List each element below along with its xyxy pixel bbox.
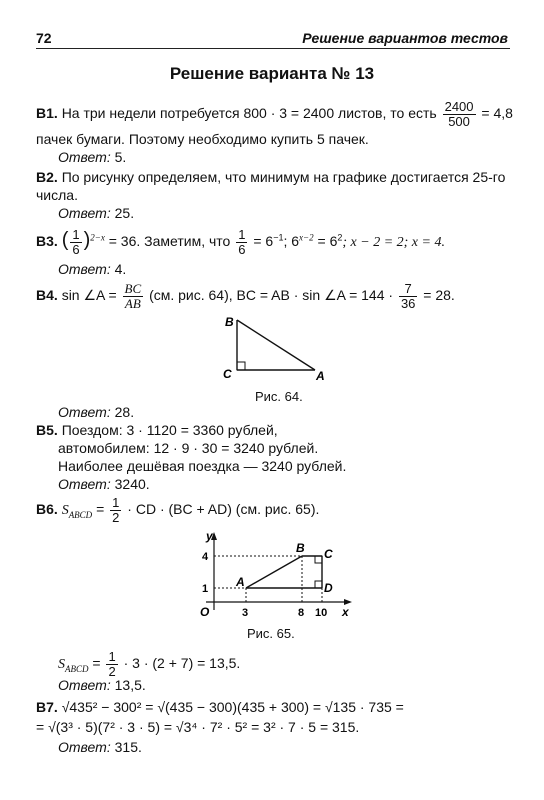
figure-65-caption: Рис. 65. [247, 626, 295, 641]
b1-label: В1. [36, 105, 58, 122]
x-tick-10: 10 [315, 607, 328, 619]
b2-answer-line [58, 204, 134, 222]
b3-line [36, 228, 445, 257]
b5-line2: автомобилем: 12 · 9 · 30 = 3240 рублей. [58, 440, 319, 456]
b3-base-den: 6 [72, 242, 80, 257]
b6-calc-frac-den: 2 [108, 664, 116, 679]
b4-answer: 28. [114, 404, 135, 420]
b1-answer-line [58, 148, 126, 166]
b6-label: В6. [36, 501, 58, 518]
right-angle-d [315, 581, 322, 588]
b7-label: В7. [36, 699, 58, 715]
running-title: Решение вариантов тестов [302, 30, 508, 46]
b7-line1 [36, 698, 404, 716]
right-angle-marker [237, 362, 245, 370]
b7-text1: √435² − 300² = √(435 − 300)(435 + 300) = √135 · 735 = [61, 699, 404, 715]
x-axis-label: x [342, 605, 349, 619]
page-number: 72 [36, 30, 52, 46]
triangle-side-ab [237, 320, 315, 370]
origin-label: O [200, 605, 210, 619]
b4-text3: = 28. [423, 287, 455, 304]
y-axis-label: y [206, 530, 213, 543]
b3-text2: = 6 [253, 233, 274, 250]
b4-text1: sin ∠A = [61, 287, 117, 304]
b1-frac-num: 2400 [444, 99, 474, 114]
answer-label: Ответ: [58, 404, 111, 420]
b6-calc-line [58, 650, 240, 679]
b4-fraction2 [399, 282, 417, 311]
b2-line1 [36, 168, 505, 186]
b1-text1: На три недели потребуется 800 · 3 = 2400 листов, то есть [61, 105, 437, 122]
b4-frac2-den: 36 [400, 296, 416, 311]
b7-answer: 315. [114, 739, 142, 755]
b3-frac-den: 6 [238, 242, 246, 257]
b6-line [36, 496, 319, 525]
b3-exponent: 2−x [90, 232, 105, 243]
header-rule [36, 48, 510, 49]
b6-calc-eq: = [92, 655, 101, 672]
b5-line1 [36, 421, 278, 439]
point-c: C [324, 547, 333, 561]
answer-label: Ответ: [58, 261, 111, 277]
point-a: A [236, 575, 245, 589]
b5-answer: 3240. [114, 476, 150, 492]
b3-answer-line [58, 260, 126, 278]
answer-label: Ответ: [58, 205, 111, 221]
b5-line3: Наиболее дешёвая поездка — 3240 рублей. [58, 458, 347, 474]
b6-text2: = [96, 501, 105, 518]
b2-label: В2. [36, 169, 58, 185]
b3-paren-open: ( [61, 229, 69, 252]
b3-exp2: −1 [273, 232, 284, 243]
b6-fraction [110, 496, 121, 525]
vertex-a: A [316, 369, 325, 383]
b4-frac2-num: 7 [399, 282, 417, 297]
b3-fraction [236, 228, 247, 257]
right-angle-c [315, 556, 322, 563]
b6-frac-den: 2 [112, 510, 120, 525]
vertex-c: C [223, 367, 232, 381]
b1-answer: 5. [114, 149, 127, 165]
b1-line1 [36, 100, 513, 129]
figure-65-coordinate-plot [196, 530, 356, 622]
b4-fraction [123, 282, 144, 311]
b2-answer: 25. [114, 205, 135, 221]
b4-label: В4. [36, 287, 58, 304]
b6-frac-num: 1 [112, 495, 120, 510]
b6-text3: · CD · (BC + AD) (см. рис. 65). [127, 501, 320, 518]
figure-64-triangle [215, 312, 335, 384]
b3-text3: ; 6 [283, 233, 300, 250]
b3-base-fraction [70, 228, 81, 257]
figure-64-caption: Рис. 64. [255, 389, 303, 404]
trapezoid-side-ab [246, 556, 302, 588]
b3-frac-num: 1 [238, 227, 246, 242]
b5-answer-line [58, 475, 150, 493]
b4-frac-den: AB [124, 296, 141, 311]
b3-exp3: x−2 [299, 232, 314, 243]
b6-sub: ABCD [68, 510, 93, 520]
answer-label: Ответ: [58, 149, 111, 165]
b4-line [36, 282, 455, 311]
b3-answer: 4. [114, 261, 127, 277]
b5-text1: Поездом: 3 · 1120 = 3360 рублей, [61, 422, 278, 438]
b6-calc-frac-num: 1 [108, 649, 116, 664]
point-b: B [296, 541, 305, 555]
x-tick-3: 3 [242, 607, 249, 619]
b3-label: В3. [36, 233, 58, 250]
b1-line2: пачек бумаги. Поэтому необходимо купить 5 пачек. [36, 131, 369, 147]
vertex-b: B [225, 315, 234, 329]
b3-exp4: 2 [337, 232, 343, 243]
b5-label: В5. [36, 422, 58, 438]
b3-base-num: 1 [72, 227, 80, 242]
b3-text4: = 6 [317, 233, 338, 250]
b3-text5: ; x − 2 = 2; x = 4. [342, 235, 445, 251]
page-title: Решение варианта № 13 [169, 64, 375, 83]
b6-calc-sub: ABCD [65, 664, 89, 674]
b1-text2: = 4,8 [481, 105, 513, 122]
b2-text1: По рисунку определяем, что минимум на графике достигается 25-го [61, 169, 506, 185]
b2-line2: числа. [36, 187, 78, 203]
b1-fraction [443, 100, 476, 129]
b4-answer-line [58, 403, 134, 421]
point-d: D [324, 581, 333, 595]
answer-label: Ответ: [58, 677, 111, 693]
b3-paren-close: ) [83, 229, 91, 252]
y-tick-1: 1 [202, 583, 209, 595]
b6-calc-s: S [58, 657, 65, 673]
b7-line2: = √(3³ · 5)(7² · 3 · 5) = √3⁴ · 7² · 5² = 3² · 7 · 5 = 315. [36, 719, 360, 735]
b7-answer-line [58, 738, 142, 756]
b6-answer: 13,5. [114, 677, 146, 693]
b1-frac-den: 500 [448, 114, 470, 129]
b4-frac-num: BC [124, 281, 142, 296]
b6-calc-text3: · 3 · (2 + 7) = 13,5. [123, 655, 241, 672]
b6-answer-line [58, 676, 146, 694]
b6-s: S [61, 503, 69, 519]
answer-label: Ответ: [58, 476, 111, 492]
answer-label: Ответ: [58, 739, 111, 755]
b4-text2: (см. рис. 64), BC = AB · sin ∠A = 144 · [149, 287, 394, 304]
b6-calc-fraction [106, 650, 117, 679]
x-tick-8: 8 [298, 607, 305, 619]
y-tick-4: 4 [202, 551, 209, 563]
b3-text1: = 36. Заметим, что [108, 233, 231, 250]
